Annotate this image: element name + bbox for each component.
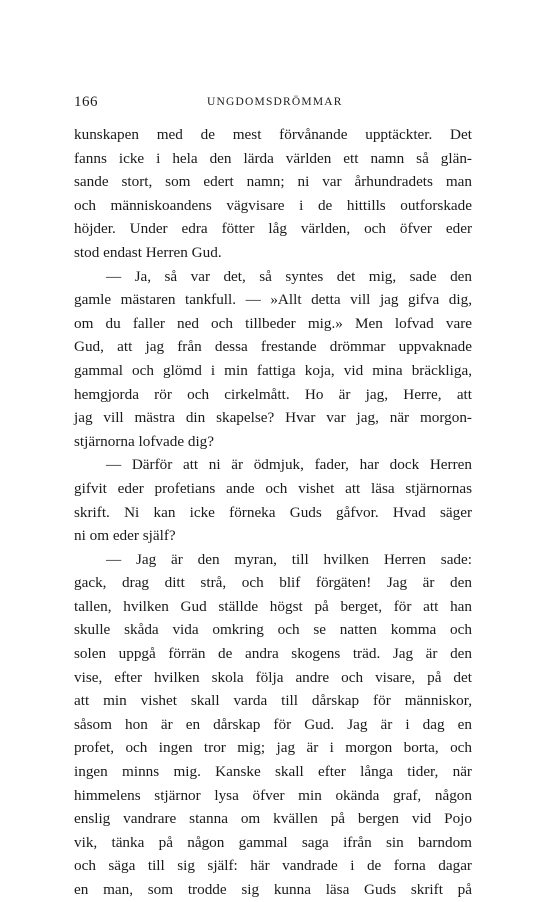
text-line: en man, som trodde sig kunna läsa Guds skrift på [74, 881, 472, 898]
running-title: UNGDOMSDRÖMMAR [207, 96, 343, 108]
text-line: — Jag är den myran, till hvilken Herren sade: [106, 550, 472, 568]
text-line: tallen, hvilken Gud ställde högst på berget, för att han [74, 597, 472, 615]
text-line: — Därför att ni är ödmjuk, fader, har dock Herren [106, 456, 472, 474]
text-line: himmelens stjärnor lysa öfver min okända graf, någon [74, 786, 472, 804]
text-line: skrift. Ni kan icke förneka Guds gåfvor. Hvad säger [74, 503, 472, 521]
text-line: vik, tänka på någon gammal saga ifrån sin barndom [74, 833, 472, 851]
body-text [74, 123, 472, 902]
text-line: och människoandens vägvisare i de hittills outforskade [74, 196, 472, 214]
text-line: solen uppgå förrän de andra skogens träd. Jag är den [74, 645, 472, 663]
text-line: ni om eder själf? [74, 527, 176, 545]
text-line: vise, efter hvilken skola följa andre och visare, på det [74, 668, 472, 686]
text-line: stjärnorna lofvade dig? [74, 432, 215, 450]
text-line: ingen minns mig. Kanske skall efter långa tider, när [74, 763, 472, 781]
text-line: jag vill mästra din skapelse? Hvar var jag, när morgon- [74, 409, 472, 427]
text-line: gack, drag ditt strå, och blif förgäten! Jag är den [74, 574, 472, 592]
text-line: Gud, att jag från dessa frestande drömmar uppvaknade [74, 338, 472, 356]
page-header [74, 94, 474, 112]
text-line: stod endast Herren Gud. [74, 243, 222, 261]
text-line: — Ja, så var det, så syntes det mig, sade den [106, 267, 472, 285]
page-number: 166 [74, 94, 98, 110]
text-line: om du faller ned och tillbeder mig.» Men lofvad vare [74, 314, 472, 332]
text-line: höjder. Under edra fötter låg världen, och öfver eder [74, 220, 472, 238]
text-line: hemgjorda rör och cirkelmått. Ho är jag, Herre, att [74, 385, 472, 403]
text-line: att min vishet skall varda till dårskap för människor, [74, 692, 472, 710]
text-line: kunskapen med de mest förvånande upptäckter. Det [74, 126, 472, 143]
text-line: gamle mästaren tankfull. — »Allt detta vill jag gifva dig, [74, 291, 472, 309]
text-line: gifvit eder profetians ande och vishet att läsa stjärnornas [74, 479, 472, 497]
text-line: profet, och ingen tror mig; jag är i morgon borta, och [74, 739, 472, 757]
text-line: enslig vandrare stanna om kvällen på bergen vid Pojo [74, 810, 472, 828]
text-line: sande stort, som edert namn; ni var århundradets man [74, 173, 472, 191]
text-line: såsom hon är en dårskap för Gud. Jag är i dag en [74, 715, 472, 733]
text-line: gammal och glömd i min fattiga koja, vid mina bräckliga, [74, 361, 472, 379]
text-line: skulle skåda vida omkring och se natten komma och [74, 621, 472, 639]
text-line: och säga till sig själf: här vandrade i de forna dagar [74, 857, 472, 875]
text-line: fanns icke i hela den lärda världen ett namn så glän- [74, 149, 472, 167]
